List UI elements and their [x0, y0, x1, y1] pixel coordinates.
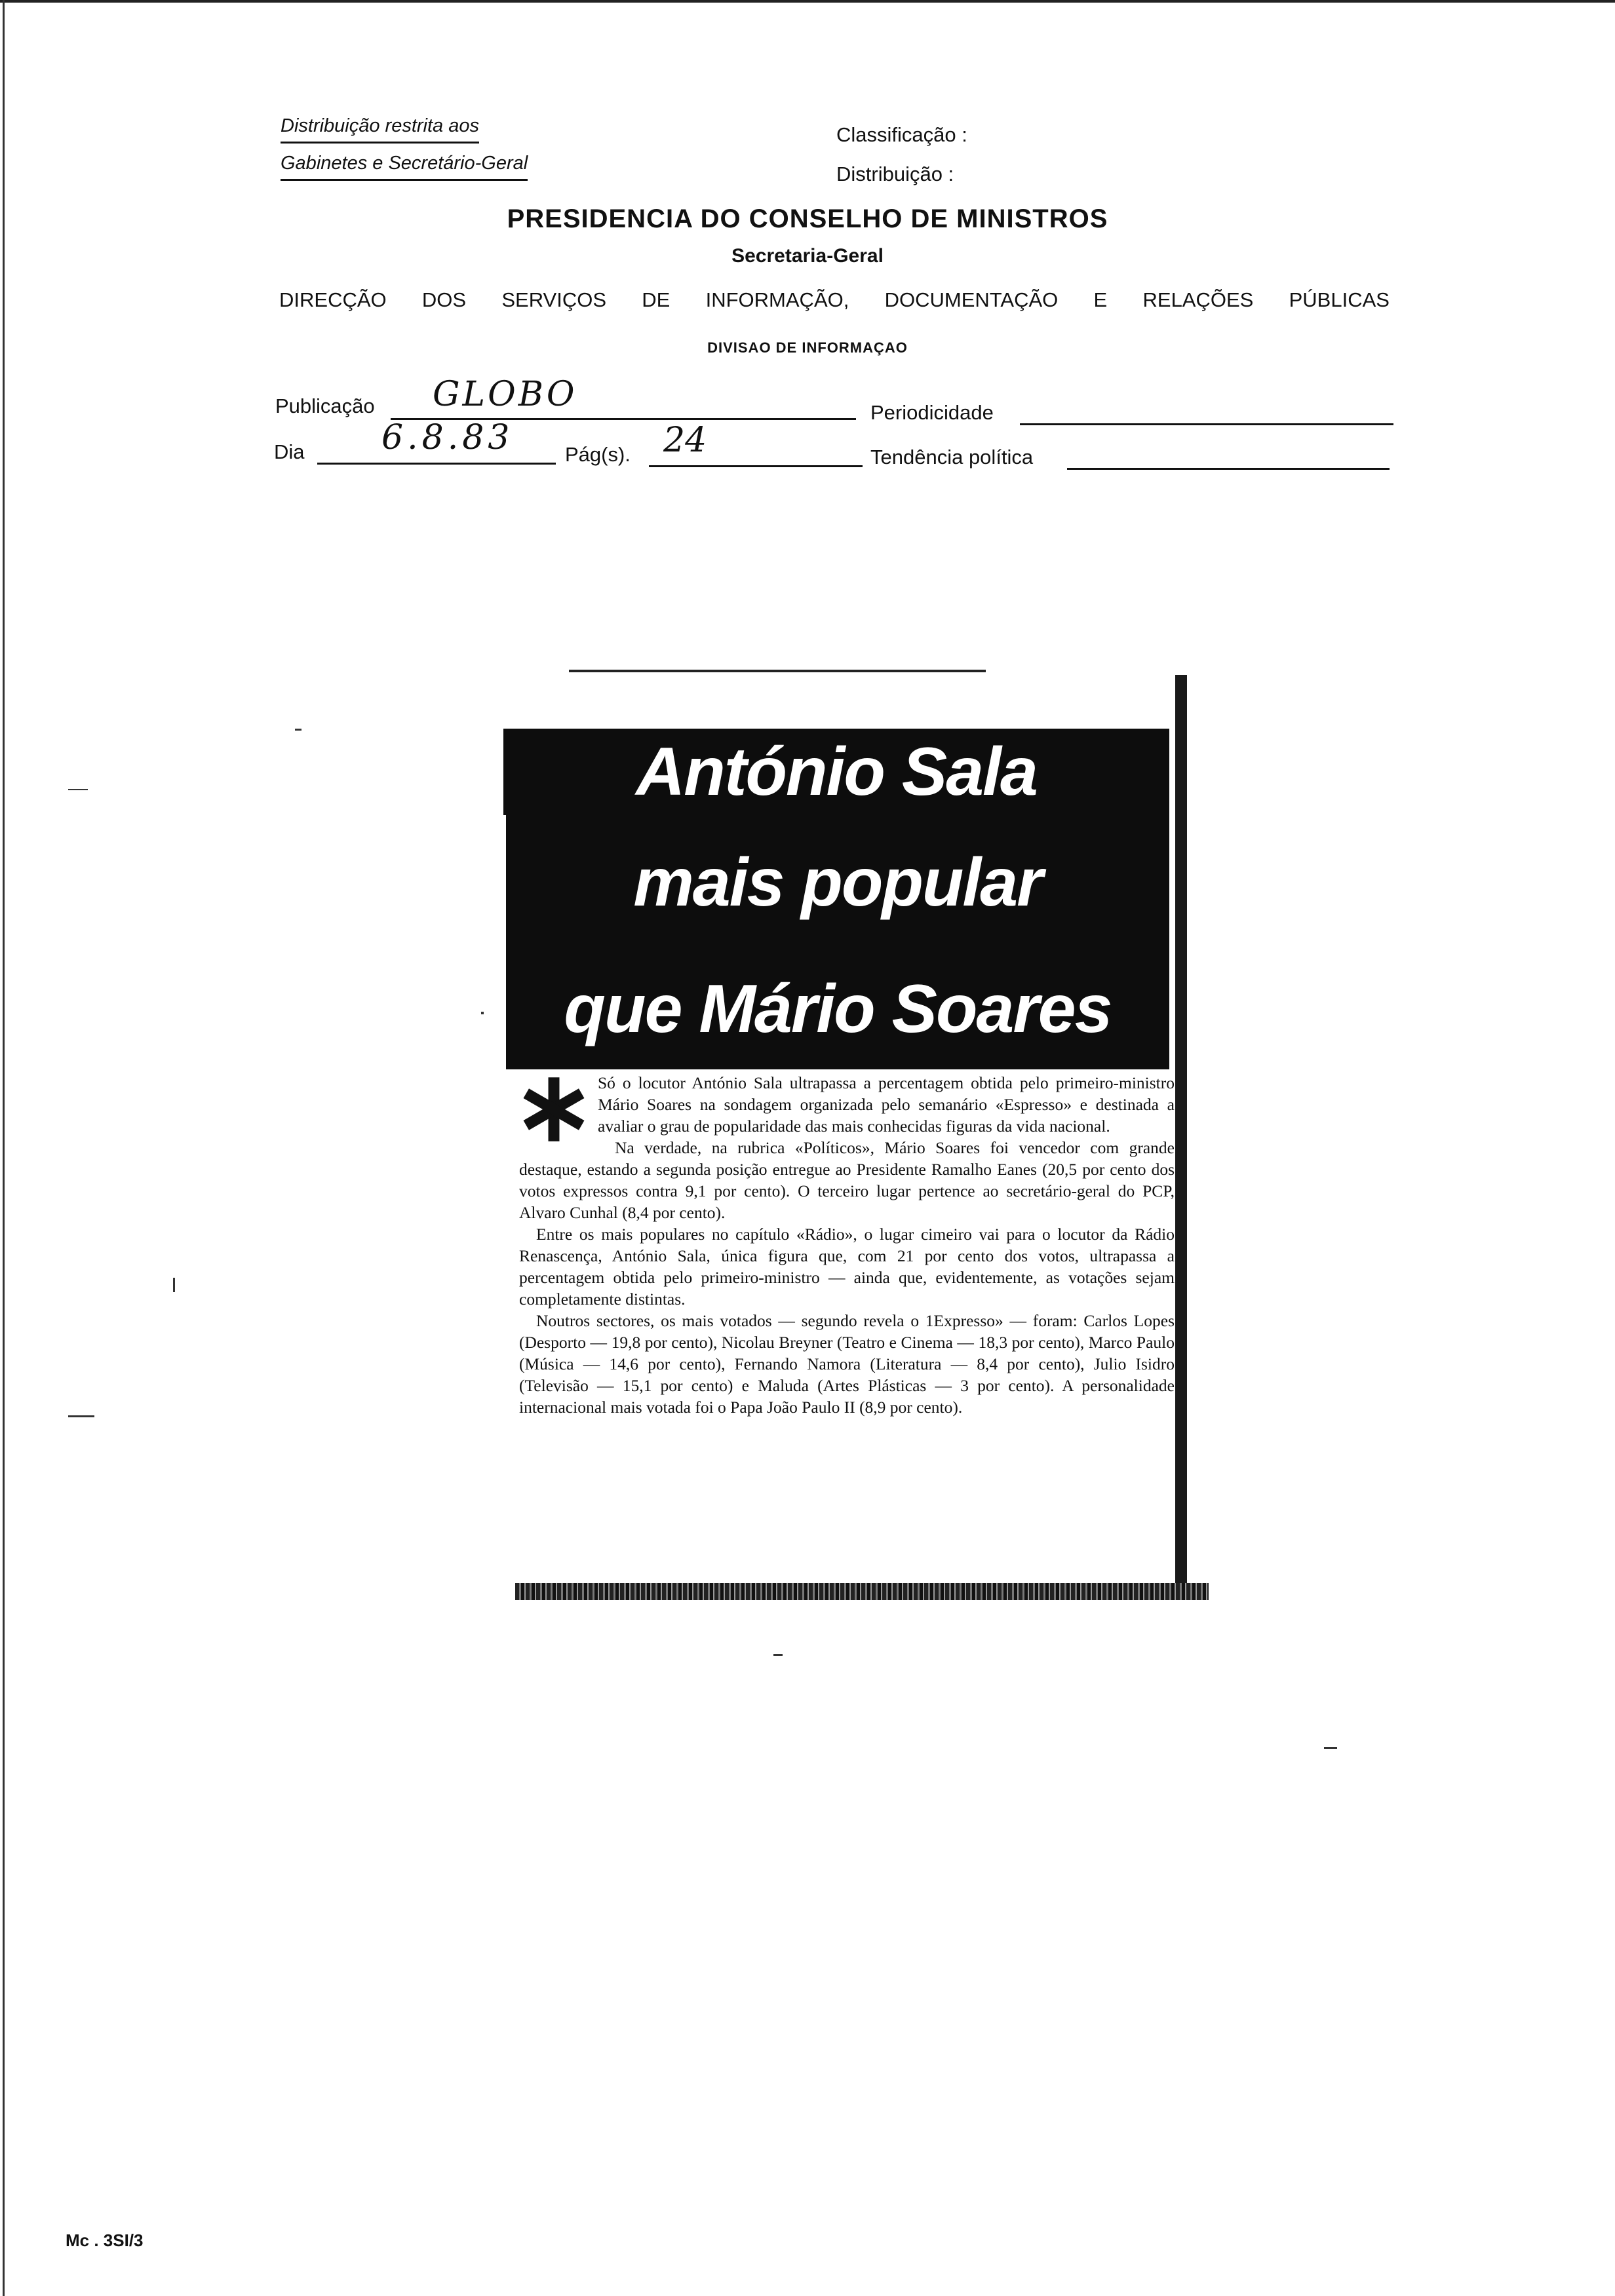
headline-line-3: que Mário Soares: [506, 949, 1169, 1069]
directorate-word: RELAÇÕES: [1142, 288, 1254, 311]
restricted-line-2: Gabinetes e Secretário-Geral: [281, 150, 528, 181]
directorate-word: INFORMAÇÃO,: [705, 288, 849, 311]
directorate-word: DOS: [421, 288, 467, 311]
scan-speck: [481, 1012, 484, 1014]
scan-speck: [773, 1654, 783, 1656]
headline-line-1: António Sala: [503, 729, 1169, 815]
document-subtitle: Secretaria-Geral: [731, 245, 884, 267]
scan-speck: [68, 789, 88, 790]
publication-label: Publicação: [275, 394, 375, 417]
clipping-bottom-edge: [515, 1583, 1209, 1600]
scan-speck: [295, 729, 302, 731]
tendency-label: Tendência política: [870, 446, 1034, 469]
asterisk-star-icon: [519, 1075, 589, 1144]
scan-speck: [173, 1278, 175, 1292]
day-line: [317, 463, 556, 465]
directorate-word: DOCUMENTAÇÃO: [884, 288, 1059, 311]
tendency-line: [1067, 468, 1390, 470]
pages-line: [649, 465, 863, 467]
article-paragraph: Na verdade, na rubrica «Políticos», Mário Soares foi vencedor com grande destaque, estando a segunda posição entregue ao Presidente Ramalho Eanes (20,5 por cento dos votos expressos contra 9,1 por cento). O terceiro lugar pertence ao secretário-geral do PCP, Alvaro Cunhal (8,4 por cento).: [519, 1138, 1175, 1222]
document-title: PRESIDENCIA DO CONSELHO DE MINISTROS: [507, 204, 1108, 233]
article-paragraph: Noutros sectores, os mais votados — segundo revela o 1Expresso» — foram: Carlos Lopes (Desporto — 19,8 por cento), Nicolau Breyner (Teatro e Cinema — 18,3 por cento), Marco Paulo (Música — 14,6 por cento), Fernando Namora (Literatura — 8,4 por cento), Julio Isidro (Televisão — 15,1 por cento) e Maluda (Artes Plásticas — 3 por cento). A personalidade internacional mais votada foi o Papa João Paulo II (8,9 por cento).: [519, 1311, 1175, 1417]
directorate-word: DIRECÇÃO: [279, 288, 387, 311]
periodicity-line: [1020, 423, 1393, 425]
day-handwritten: 6.8.83: [381, 418, 514, 457]
pages-handwritten: 24: [663, 421, 707, 460]
directorate-word: E: [1093, 288, 1108, 311]
scan-speck: [68, 1415, 94, 1417]
form-code: Mc . 3SI/3: [66, 2230, 144, 2250]
scan-speck: [1324, 1747, 1337, 1749]
directorate-word: PÚBLICAS: [1289, 288, 1390, 311]
directorate-line: [279, 288, 1390, 312]
division-label: DIVISAO DE INFORMAÇAO: [707, 339, 908, 356]
restricted-line-1: Distribuição restrita aos: [281, 113, 479, 144]
publication-handwritten: GLOBO: [433, 375, 577, 414]
scan-edge-top: [0, 0, 1615, 3]
classification-block: [836, 115, 967, 194]
headline-line-2: mais popular: [506, 814, 1169, 951]
classification-label: Classificação :: [836, 123, 967, 146]
pages-label: Pág(s).: [565, 443, 631, 466]
article-body: [519, 1072, 1175, 1418]
distribution-label: Distribuição :: [836, 163, 954, 185]
directorate-word: DE: [642, 288, 671, 311]
periodicity-label: Periodicidade: [870, 401, 994, 424]
directorate-word: SERVIÇOS: [501, 288, 607, 311]
clipping-right-edge: [1175, 675, 1187, 1592]
restricted-distribution-note: [281, 113, 528, 187]
article-paragraph: Só o locutor António Sala ultrapassa a percentagem obtida pelo primeiro-ministro Mário Soares na sondagem organizada pelo semanário «Espresso» e destinada a avaliar o grau de popularidade das mais conhecidas figuras da vida nacional.: [598, 1073, 1175, 1136]
article-paragraph: Entre os mais populares no capítulo «Rádio», o lugar cimeiro vai para o locutor da Rádio Renascença, António Sala, única figura que, com 21 por cento dos votos, ultrapassa a percentagem obtida pelo primeiro-ministro — ainda que, evidentemente, as votações sejam completamente distintas.: [519, 1225, 1175, 1309]
day-label: Dia: [274, 440, 305, 463]
